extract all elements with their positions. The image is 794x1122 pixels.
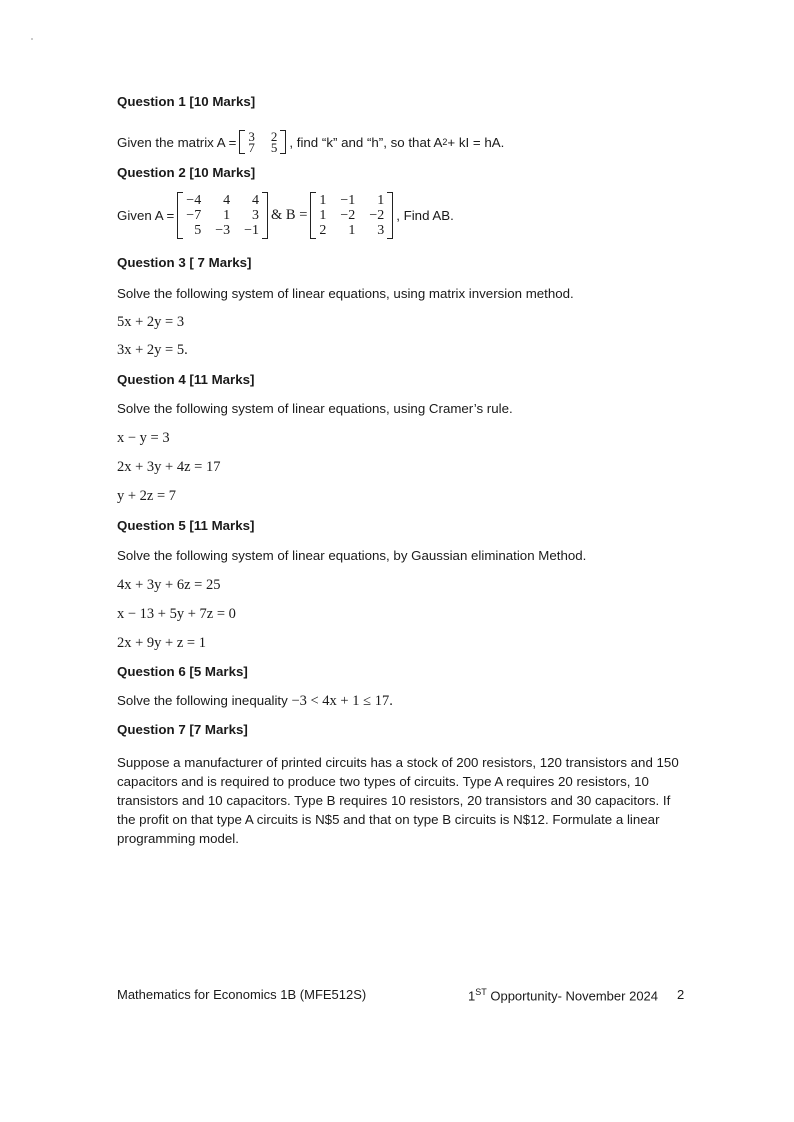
matrix-cell: 5 (194, 223, 202, 238)
q1-text-after: , find “k” and “h”, so that A (289, 134, 443, 150)
matrix-cell: 3 (252, 208, 260, 223)
footer-opportunity (468, 987, 658, 1003)
q6-inequality: −3 < 4x + 1 ≤ 17. (291, 693, 393, 709)
footer-course: Mathematics for Economics 1B (MFE512S) (117, 987, 367, 1002)
matrix-cell: 3 (248, 129, 255, 144)
q2-text-end: , Find AB. (396, 208, 454, 223)
matrix-cell: −2 (369, 208, 385, 223)
q2-matrix-a (177, 192, 268, 239)
q3-equation: 3x + 2y = 5. (117, 342, 188, 358)
q5-equation: 4x + 3y + 6z = 25 (117, 577, 221, 593)
q1-text-before: Given the matrix A = (117, 134, 237, 150)
question-1-body (117, 130, 504, 154)
page-number: 2 (677, 987, 685, 1002)
matrix-cell: −1 (244, 223, 260, 238)
matrix-cell: 7 (248, 140, 255, 155)
question-4-instruction: Solve the following system of linear equations, using Cramer’s rule. (117, 401, 513, 416)
q4-equation: x − y = 3 (117, 430, 170, 446)
question-1-heading: Question 1 [10 Marks] (117, 94, 256, 109)
question-2-heading: Question 2 [10 Marks] (117, 165, 256, 180)
matrix-cell: 1 (319, 193, 327, 208)
matrix-cell: −2 (340, 208, 356, 223)
question-6-body (117, 693, 393, 710)
question-4-heading: Question 4 [11 Marks] (117, 372, 255, 387)
matrix-cell: 1 (223, 208, 231, 223)
question-2-body (117, 192, 454, 239)
matrix-cell: 2 (270, 129, 278, 144)
opportunity-number: 1 (468, 988, 476, 1004)
matrix-cell: −4 (186, 193, 202, 208)
q1-text-end: + kI = hA. (447, 134, 505, 150)
q2-given-label: Given A = (117, 208, 175, 223)
q4-equation: y + 2z = 7 (117, 488, 177, 504)
q5-equation: 2x + 9y + z = 1 (117, 635, 206, 651)
question-7-paragraph: Suppose a manufacturer of printed circuits has a stock of 200 resistors, 120 transistors and 150 capacitors and is required to produce two types of circuits. Type A requires 20 resistors, 10 transistors and 10 capacitors. Type B requires 10 resistors, 20 transistors and 30 capacitors. If the profit on that type A circuits is N$5 and that on type B circuits is N$12. Formulate a linear programming model. (117, 755, 679, 846)
matrix-cell: 5 (270, 140, 278, 155)
matrix-cell: −7 (186, 208, 202, 223)
question-5-instruction: Solve the following system of linear equations, by Gaussian elimination Method. (117, 548, 587, 563)
question-5-heading: Question 5 [11 Marks] (117, 518, 255, 533)
question-3-instruction: Solve the following system of linear equations, using matrix inversion method. (117, 286, 574, 301)
q4-equation: 2x + 3y + 4z = 17 (117, 459, 221, 475)
q3-equation: 5x + 2y = 3 (117, 314, 185, 330)
matrix-cell: 4 (252, 193, 260, 208)
q6-instruction: Solve the following inequality (117, 693, 292, 708)
question-6-heading: Question 6 [5 Marks] (117, 664, 248, 679)
q1-superscript: 2 (442, 137, 448, 147)
q2-and-label: & B = (271, 207, 308, 223)
opportunity-text: Opportunity- November 2024 (486, 988, 659, 1004)
matrix-cell: 1 (377, 193, 385, 208)
matrix-cell: 4 (223, 193, 231, 208)
q1-matrix-a (239, 130, 286, 154)
matrix-cell: −1 (340, 193, 356, 208)
matrix-cell: 3 (377, 223, 385, 238)
matrix-cell: 1 (348, 223, 356, 238)
matrix-cell: 2 (319, 223, 327, 238)
opportunity-suffix: ST (475, 987, 487, 997)
q5-equation: x − 13 + 5y + 7z = 0 (117, 606, 236, 622)
question-7-heading: Question 7 [7 Marks] (117, 722, 248, 737)
matrix-cell: 1 (319, 208, 327, 223)
matrix-cell: −3 (215, 223, 231, 238)
scan-speck (31, 38, 33, 40)
q2-matrix-b (310, 192, 393, 239)
question-3-heading: Question 3 [ 7 Marks] (117, 255, 252, 270)
